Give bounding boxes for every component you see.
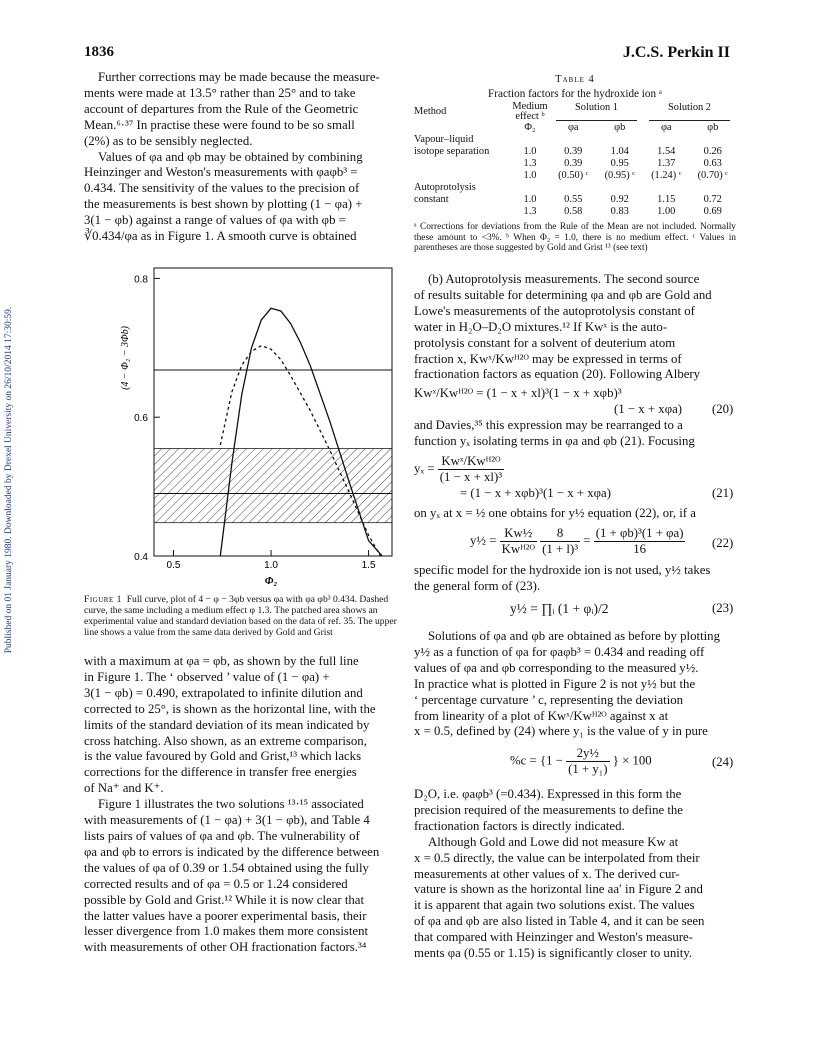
table-footnote: ᵃ Corrections for deviations from the Rule of the Mean are not included. Normally these amount to <3%. ᵇ When Φ₂ = 1.0, there is no medium effect. ᶜ Values in parentheses are those suggested by Gold and Grist ¹³ (see text) xyxy=(414,222,736,254)
equation-23: y½ = ∏ᵢ (1 + φᵢ)/2 xyxy=(510,601,609,616)
y-tick-label: 0.6 xyxy=(134,413,148,425)
body-text-line: D₂O, i.e. φaφb³ (=0.434). Expressed in this form the xyxy=(414,787,682,801)
x-axis-label: Φ₂ xyxy=(264,575,278,586)
right-column-f xyxy=(414,787,736,962)
right-column-a xyxy=(414,272,736,383)
table-group-label: Vapour–liquid xyxy=(414,134,474,145)
table-cell: 0.69 xyxy=(703,206,722,217)
body-text-line: and Davies,³⁵ this expression may be rearranged to a xyxy=(414,418,683,432)
body-text-line: the general form of (23). xyxy=(414,578,541,593)
page-number: 1836 xyxy=(84,44,114,60)
body-text-line: measurements at other values of x. The derived cur- xyxy=(414,866,680,881)
body-text-line: ments φa (0.55 or 1.15) is significantly closer to unity. xyxy=(414,946,693,961)
equation-20-line-1: Kwˣ/Kwᴴ²ᴼ = (1 − x + xl)³(1 − x + xφb)³ xyxy=(414,386,622,400)
body-text-line: x = 0.5, defined by (24) where y₁ is the value of y in pure xyxy=(414,724,708,739)
body-text-line: corrected results and of φa = 0.5 or 1.24 considered xyxy=(84,876,348,891)
col-phib-2: φb xyxy=(707,122,719,133)
table-cell: (0.95) ᶜ xyxy=(604,170,635,181)
body-text-line: ‘ percentage curvature ’ c, representing the deviation xyxy=(414,692,684,707)
table-cell: (0.70) ᶜ xyxy=(697,170,728,181)
body-text-line: limits of the standard deviation of its mean indicated by xyxy=(84,717,370,732)
y-tick-label: 0.4 xyxy=(134,552,148,563)
body-text-line: (2%) as to be sensibly neglected. xyxy=(84,133,253,148)
table-group-label: isotope separation xyxy=(414,146,490,157)
table-row xyxy=(414,158,736,170)
equation-21-number: (21) xyxy=(712,486,734,500)
right-column-e xyxy=(414,629,736,740)
figure-caption: Figure 1 Full curve, plot of 4 − φ − 3φb versus φa with φa φb³ 0.434. Dashed curve, the same including a medium effect φ 1.3. The patched area shows an experimental value and standard deviation based on the data of ref. 35. The upper line shows a value from the same data derived by Gold and Grist xyxy=(84,594,397,638)
body-text-line: it is apparent that again two solutions exist. The values xyxy=(414,898,695,913)
right-column-b xyxy=(414,418,736,450)
table-cell: 1.3 xyxy=(523,206,537,217)
body-text-line: water in H₂O–D₂O mixtures.¹² If Kwˣ is the auto- xyxy=(414,319,668,334)
table-cell: 0.55 xyxy=(564,194,583,205)
body-text-line: with a maximum at φa = φb, as shown by the full line xyxy=(84,654,359,668)
table-group-label: constant xyxy=(414,194,449,205)
body-text-line: ments were made at 13.5° rather than 25° and to take xyxy=(84,85,356,100)
table-cell: 1.15 xyxy=(657,194,676,205)
body-text-line: Values of φa and φb may be obtained by combining xyxy=(98,149,363,164)
body-text-line: possible by Gold and Grist.¹² While it is now clear that xyxy=(84,892,365,907)
equation-21-line-2: = (1 − x + xφb)³(1 − x + xφa) xyxy=(460,486,612,500)
table-cell: 1.04 xyxy=(610,146,629,157)
equation-20-number: (20) xyxy=(712,402,734,416)
body-text-line: cross hatching. Also shown, as an extreme comparison, xyxy=(84,733,367,748)
body-text-line: is the value favoured by Gold and Grist,¹³ which lacks xyxy=(84,749,362,764)
table-cell: (1.24) ᶜ xyxy=(651,170,682,181)
body-text-line: x = 0.5 directly, the value can be interpolated from their xyxy=(414,850,700,865)
y-axis-label: (4 − Φ₂ − 3Φb) xyxy=(120,326,131,390)
table-cell: 0.39 xyxy=(564,146,583,157)
x-tick-label: 0.5 xyxy=(166,560,181,571)
body-text-line: of Na⁺ and K⁺. xyxy=(84,781,164,796)
body-text-line: Figure 1 illustrates the two solutions ¹³·¹⁵ associated xyxy=(98,797,364,812)
table-title: Table 4 xyxy=(555,74,595,85)
table-cell: 0.58 xyxy=(564,206,583,217)
table-cell: 0.95 xyxy=(610,158,629,169)
table-cell: 1.0 xyxy=(523,170,537,181)
body-text-line: φa and φb to errors is indicated by the difference between xyxy=(84,844,380,859)
body-text-line: (b) Autoprotolysis measurements. The second source xyxy=(428,272,700,286)
table-row xyxy=(414,194,736,206)
table-cell: 1.0 xyxy=(523,146,537,157)
body-text-line: with measurements of other OH fractionation factors.³⁴ xyxy=(84,940,367,955)
body-text-line: vature is shown as the horizontal line aa′ in Figure 2 and xyxy=(414,882,703,897)
col-phib-1: φb xyxy=(614,122,626,133)
table-cell: 0.83 xyxy=(610,206,629,217)
table-cell: 1.0 xyxy=(523,194,537,205)
body-text-line: lesser divergence from 1.0 makes them more consistent xyxy=(84,924,369,939)
body-text-line: the measurements is best shown by plotting (1 − φa) + xyxy=(84,197,363,212)
left-column-bottom xyxy=(84,654,402,956)
col-phia-1: φa xyxy=(567,122,579,133)
table-cell: 1.00 xyxy=(657,206,676,217)
table-cell: (0.50) ᶜ xyxy=(558,170,589,181)
table-cell: 0.92 xyxy=(610,194,629,205)
body-text-line: lists pairs of values of φa and φb. The vulnerability of xyxy=(84,828,360,843)
body-text-line: precision required of the measurements to define the xyxy=(414,802,683,817)
body-text-line: Solutions of φa and φb are obtained as before by plotting xyxy=(428,629,720,643)
body-text-line: fractionation factors is directly indicated. xyxy=(414,818,625,833)
body-text-line: In practice what is plotted in Figure 2 is not y½ but the xyxy=(414,676,696,691)
body-text-line: corrected to 25°, is shown as the horizontal line, with the xyxy=(84,701,376,716)
body-text-line: the values of φa of 0.39 or 1.54 obtained using the fully xyxy=(84,860,369,875)
equation-24: %c = {1 − $\frac{\text{2y½}}{\text{(1 + y₁)}}$ } × 100 xyxy=(510,746,652,776)
body-text-line: corrections for the difference in transfer free energies xyxy=(84,765,357,780)
table-cell: 1.54 xyxy=(657,146,676,157)
y-tick-label: 0.8 xyxy=(134,274,148,286)
body-text-line: specific model for the hydroxide ion is not used, y½ takes xyxy=(414,563,711,577)
body-text-line: protolysis constant for a solvent of deuterium atom xyxy=(414,335,676,350)
publication-side-note: Published on 01 January 1980. Downloaded by Drexel University on 26/10/2014 17:30:59. xyxy=(4,306,14,654)
table-cell: 0.72 xyxy=(703,194,722,205)
x-tick-label: 1.5 xyxy=(361,560,376,571)
body-text-line: the latter values have a poorer experimental basis, their xyxy=(84,908,367,923)
table-cell: 0.26 xyxy=(703,146,722,157)
table-cell: 0.39 xyxy=(564,158,583,169)
body-text-line: ∛0.434/φa as in Figure 1. A smooth curve is obtained xyxy=(84,229,357,244)
body-text-line: function yₓ isolating terms in φa and φb (21). Focusing xyxy=(414,433,695,448)
equation-22: y½ = $\frac{\text{Kw½}}{\text{Kwᴴ²ᴼ}}$ $\frac{8}{\text{(1 + l)³}}$ = $\frac{\text{(1 + φb)³(1 + φa)}}{16}$ xyxy=(470,526,684,556)
body-text-line: Heinzinger and Weston's measurements with φaφb³ = xyxy=(84,165,358,180)
body-text-line: 3(1 − φb) against a range of values of φa with φb = xyxy=(84,213,346,228)
body-text-line: in Figure 1. The ‘ observed ’ value of (1 − φa) + xyxy=(84,669,330,684)
body-text-line: values of φa and φb corresponding to the measured y½. xyxy=(414,660,699,675)
body-text-line: account of departures from the Rule of the Geometric xyxy=(84,101,359,116)
body-text-line: y½ as a function of φa for φaφb³ = 0.434 and reading off xyxy=(414,644,705,659)
col-solution-2: Solution 2 xyxy=(667,102,711,113)
table-caption: Fraction factors for the hydroxide ion ᵃ xyxy=(488,88,662,100)
journal-title: J.C.S. Perkin II xyxy=(622,44,730,61)
col-medium: Medium effect ᵇ xyxy=(512,101,548,122)
col-solution-1: Solution 1 xyxy=(574,102,618,113)
table-cell: 0.63 xyxy=(703,158,722,169)
body-text-line: from linearity of a plot of Kwˣ/Kwᴴ²ᴼ against x at xyxy=(414,708,669,723)
right-column-d xyxy=(414,563,736,595)
equation-24-number: (24) xyxy=(712,755,734,769)
body-text-line: fractionation factors as equation (20). Following Albery xyxy=(414,367,701,382)
col-phia-2: φa xyxy=(660,122,672,133)
table-row xyxy=(414,146,736,158)
right-column-c: on yₓ at x = ½ one obtains for y½ equation (22), or, if a xyxy=(414,506,696,520)
equation-23-number: (23) xyxy=(712,601,734,615)
table-row xyxy=(414,206,736,218)
body-text-line: of φa and φb are also listed in Table 4, and it can be seen xyxy=(414,914,705,929)
body-text-line: of results suitable for determining φa and φb are Gold and xyxy=(414,287,712,302)
col-method: Method xyxy=(414,106,447,117)
col-phi2: Φ₂ xyxy=(524,122,536,133)
body-text-line: fraction x, Kwˣ/Kwᴴ²ᴼ may be expressed in terms of xyxy=(414,351,682,366)
figure-1 xyxy=(108,256,408,586)
equation-20-line-2: (1 − x + xφa) xyxy=(614,402,683,416)
table-cell: 1.3 xyxy=(523,158,537,169)
table-4 xyxy=(414,74,736,254)
body-text-line: with measurements of (1 − φa) + 3(1 − φb), and Table 4 xyxy=(84,813,370,828)
equation-21-line-1: yₓ = $\frac{\text{Kwˣ/Kwᴴ²ᴼ}}{\text{(1 − x + xl)³}}$ xyxy=(414,454,503,484)
table-cell: 1.37 xyxy=(657,158,676,169)
left-column-top xyxy=(84,70,402,245)
table-row xyxy=(414,170,736,182)
body-text-line: Although Gold and Lowe did not measure Kw at xyxy=(428,834,679,849)
table-body xyxy=(414,102,736,218)
body-text-line: that compared with Heinzinger and Weston's measure- xyxy=(414,930,693,945)
x-tick-label: 1.0 xyxy=(264,560,279,571)
body-text-line: Further corrections may be made because the measure- xyxy=(98,70,380,84)
equation-22-number: (22) xyxy=(712,536,734,550)
hatched-band xyxy=(154,448,392,522)
body-text-line: 0.434. The sensitivity of the values to the precision of xyxy=(84,181,360,196)
table-group-label: Autoprotolysis xyxy=(414,182,476,193)
body-text-line: Lowe's measurements of the autoprotolysis constant of xyxy=(414,303,695,318)
body-text-line: Mean.⁶·³⁷ In practise these were found to be so small xyxy=(84,117,355,132)
body-text-line: 3(1 − φb) = 0.490, extrapolated to infinite dilution and xyxy=(84,685,363,700)
